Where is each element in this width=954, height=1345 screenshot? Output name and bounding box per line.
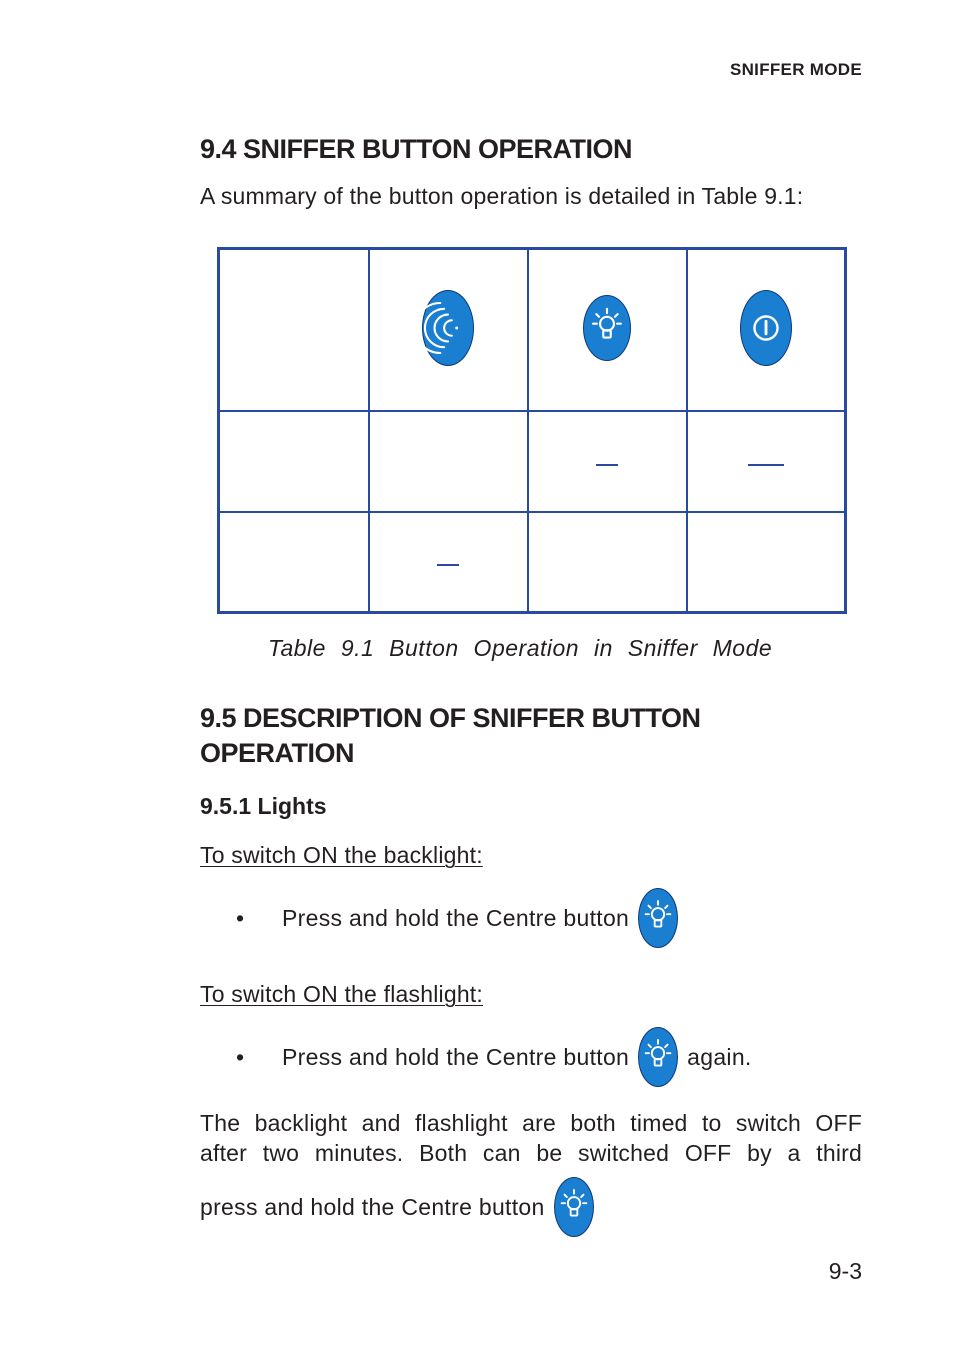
light-bulb-icon: [638, 888, 678, 948]
paragraph-line: after two minutes. Both can be switched OFF by a third: [200, 1140, 862, 1166]
dash-mark: [437, 564, 459, 566]
table-row: [219, 512, 846, 613]
section-9-4-heading: 9.4 SNIFFER BUTTON OPERATION: [200, 134, 633, 164]
sniffer-waves-icon: [422, 290, 474, 366]
button-operation-table: [217, 247, 847, 614]
bullet-text: Press and hold the Centre button: [282, 1043, 630, 1070]
paragraph-line: press and hold the Centre button: [200, 1193, 545, 1220]
table-cell: [219, 411, 370, 511]
dash-mark: [748, 464, 784, 466]
section-9-4-intro: A summary of the button operation is detailed in Table 9.1:: [200, 183, 804, 209]
table-caption: Table 9.1 Button Operation in Sniffer Mode: [268, 635, 773, 661]
backlight-title: To switch ON the backlight:: [200, 842, 483, 868]
table-cell: [528, 512, 687, 613]
table-row: [219, 411, 846, 511]
flashlight-title: To switch ON the flashlight:: [200, 981, 483, 1007]
paragraph-last-line: [200, 1177, 594, 1237]
table-cell: [528, 411, 687, 511]
dash-mark: [596, 464, 618, 466]
running-header: SNIFFER MODE: [729, 60, 862, 79]
table-cell: [687, 512, 846, 613]
bullet-marker: •: [236, 1043, 245, 1070]
table-cell: [219, 249, 370, 412]
backlight-bullet: [236, 888, 678, 948]
light-bulb-icon: [583, 295, 631, 361]
bullet-suffix: again.: [687, 1043, 752, 1070]
table-cell: [369, 249, 528, 412]
subsection-9-5-1-heading: 9.5.1 Lights: [200, 793, 327, 819]
light-bulb-icon: [638, 1027, 678, 1087]
bullet-marker: •: [236, 904, 245, 931]
bullet-text: Press and hold the Centre button: [282, 904, 630, 931]
table-cell: [369, 411, 528, 511]
table-cell: [687, 411, 846, 511]
power-icon: [740, 290, 792, 366]
table-cell: [219, 512, 370, 613]
light-bulb-icon: [554, 1177, 594, 1237]
flashlight-bullet: [236, 1027, 752, 1087]
paragraph-line: The backlight and flashlight are both timed to switch OFF: [200, 1110, 862, 1136]
page-number: 9-3: [828, 1258, 862, 1284]
table-header-row: [219, 249, 846, 412]
table-cell: [369, 512, 528, 613]
table-cell: [528, 249, 687, 412]
table-cell: [687, 249, 846, 412]
section-9-5-heading: 9.5 DESCRIPTION OF SNIFFER BUTTON OPERATION: [200, 703, 701, 768]
